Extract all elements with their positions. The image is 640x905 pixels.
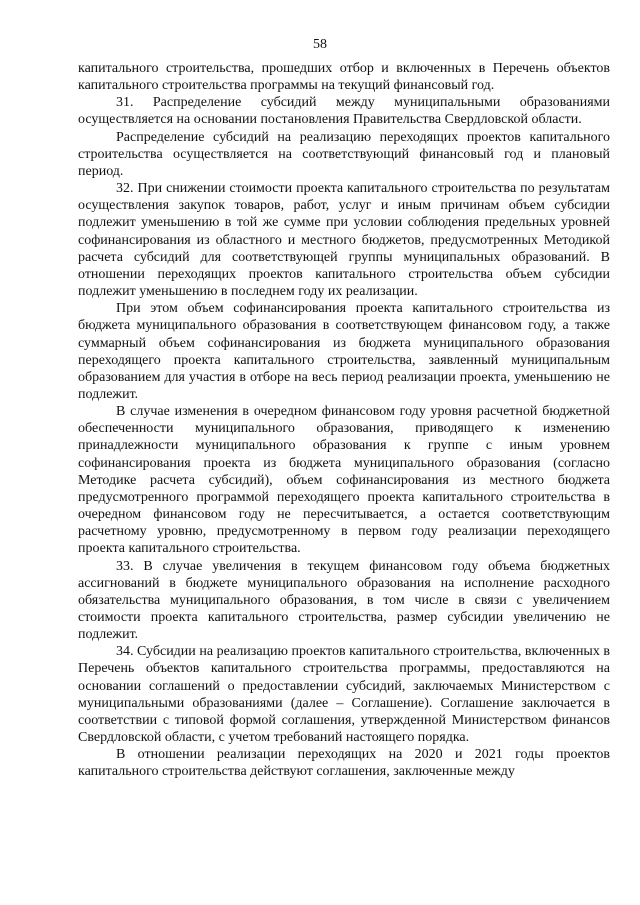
page-number: 58 xyxy=(313,37,327,52)
document-body xyxy=(78,60,610,781)
paragraph-clause-31: 31. Распределение субсидий между муниципальными образованиями осуществляется на основании постановления Правительства Свердловской области. xyxy=(78,95,610,128)
paragraph-cofinancing-volume: При этом объем софинансирования проекта капитального строительства из бюджета муниципального образования в соответствующем финансовом году, а также суммарный объем софинансирования из бюджета муниципального образования переходящего проекта капитального строительства, заявленный муниципальным образованием для участия в отборе на весь период реализации проекта, уменьшению не подлежит. xyxy=(78,301,610,402)
paragraph-clause-32: 32. При снижении стоимости проекта капитального строительства по результатам осуществления закупок товаров, работ, услуг и иным причинам объем субсидии подлежит уменьшению в той же сумме при условии соблюдения предельных уровней софинансирования из областного и местного бюджетов, предусмотренных Методикой расчета субсидий для соответствующей группы муниципальных образований. В отношении переходящих проектов капитального строительства объем субсидии подлежит уменьшению в последнем году их реализации. xyxy=(78,181,610,300)
paragraph-transitional-agreements: В отношении реализации переходящих на 2020 и 2021 годы проектов капитального строительства действуют соглашения, заключенные между xyxy=(78,747,610,780)
paragraph-clause-33: 33. В случае увеличения в текущем финансовом году объема бюджетных ассигнований в бюджете муниципального образования на исполнение расходного обязательства муниципального образования, в том числе в связи с увеличением стоимости проекта капитального строительства, размер субсидии увеличению не подлежит. xyxy=(78,558,610,643)
paragraph-transitional-distribution: Распределение субсидий на реализацию переходящих проектов капитального строительства осуществляется на соответствующий финансовый год и плановый период. xyxy=(78,129,610,179)
paragraph-continuation: капитального строительства, прошедших отбор и включенных в Перечень объектов капитального строительства программы на текущий финансовый год. xyxy=(78,61,610,94)
paragraph-budget-level-change: В случае изменения в очередном финансовом году уровня расчетной бюджетной обеспеченности муниципального образования, приводящего к изменению принадлежности муниципального образования к группе с иным уровнем софинансирования проекта из бюджета муниципального образования (согласно Методике расчета субсидий), объем софинансирования из местного бюджета предусмотренного программой переходящего проекта капитального строительства в очередном финансовом году не пересчитывается, а остается соответствующим расчетному уровню, предусмотренному в первом году реализации переходящего проекта капитального строительства. xyxy=(78,404,610,557)
paragraph-clause-34: 34. Субсидии на реализацию проектов капитального строительства, включенных в Перечень объектов капитального строительства программы, предоставляются на основании соглашений о предоставлении субсидий, заключаемых Министерством с муниципальными образованиями (далее – Соглашение). Соглашение заключается в соответствии с типовой формой соглашения, утвержденной Министерством финансов Свердловской области, с учетом требований настоящего порядка. xyxy=(78,644,610,746)
